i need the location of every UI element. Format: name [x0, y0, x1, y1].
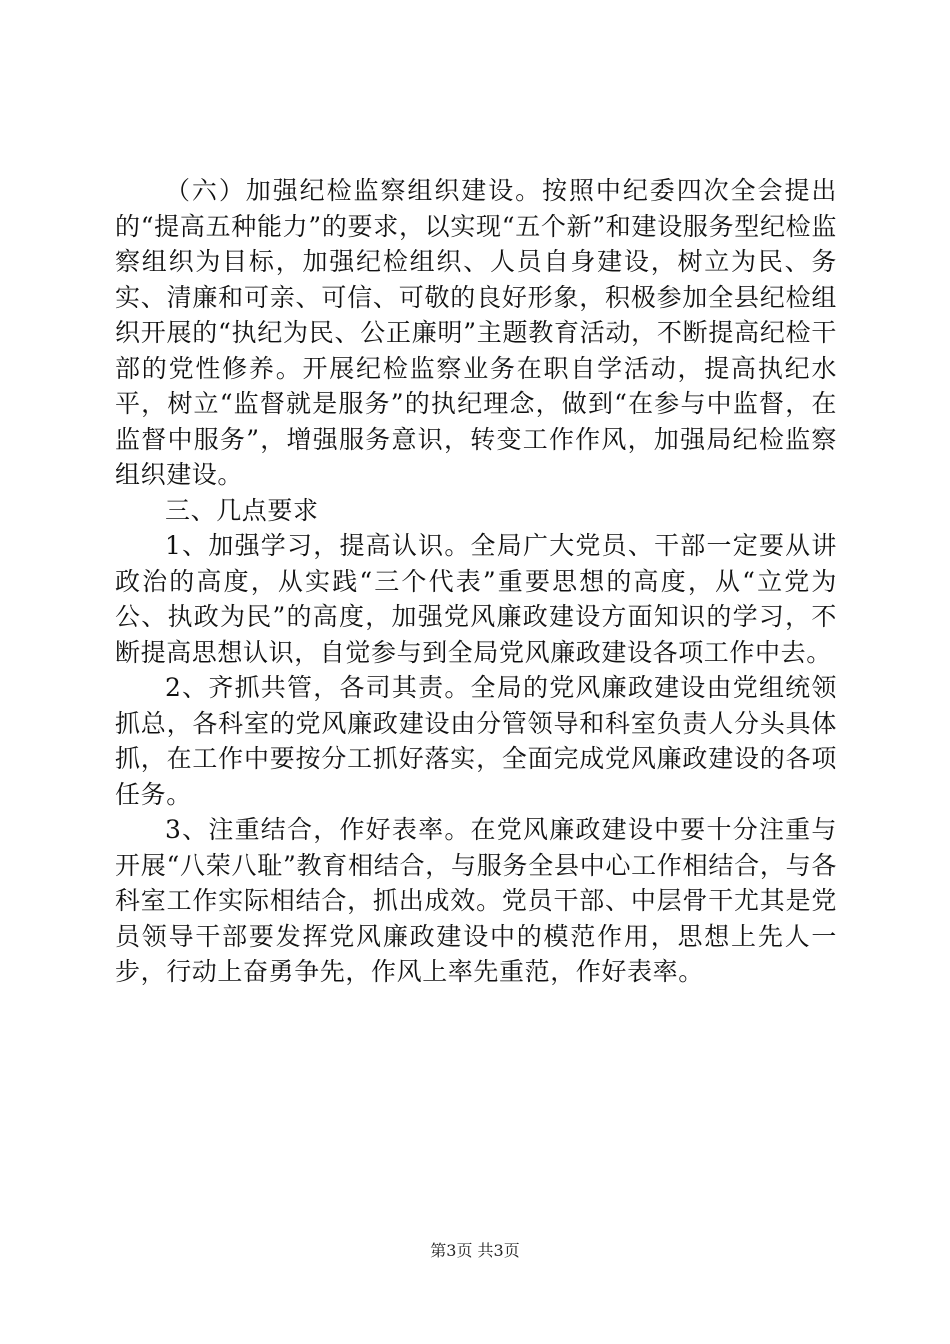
heading-requirements: 三、几点要求 — [165, 495, 319, 525]
page-number-footer: 第3页 共3页 — [430, 1241, 520, 1260]
paragraph-requirement-2: 2、齐抓共管，各司其责。全局的党风廉政建设由党组统领抓总，各科室的党风廉政建设由分管领导和科室负责人分头具体抓，在工作中要按分工抓好落实，全面完成党风廉政建设的各项任务。 — [115, 673, 837, 809]
paragraph-requirement-3: 3、注重结合，作好表率。在党风廉政建设中要十分注重与开展“八荣八耻”教育相结合，与服务全县中心工作相结合，与各科室工作实际相结合，抓出成效。党员干部、中层骨干尤其是党员领导干部要发挥党风廉政建设中的模范作用，思想上先人一步，行动上奋勇争先，作风上率先重范，作好表率。 — [115, 815, 837, 986]
document-body — [115, 173, 837, 990]
paragraph-section-six: （六）加强纪检监察组织建设。按照中纪委四次全会提出的“提高五种能力”的要求，以实现“五个新”和建设服务型纪检监察组织为目标，加强纪检组织、人员自身建设，树立为民、务实、清廉和可亲、可信、可敬的良好形象，积极参加全县纪检组织开展的“执纪为民、公正廉明”主题教育活动，不断提高纪检干部的党性修养。开展纪检监察业务在职自学活动，提高执纪水平，树立“监督就是服务”的执纪理念，做到“在参与中监督，在监督中服务”，增强服务意识，转变工作作风，加强局纪检监察组织建设。 — [115, 176, 837, 489]
paragraph-requirement-1: 1、加强学习，提高认识。全局广大党员、干部一定要从讲政治的高度，从实践“三个代表”重要思想的高度，从“立党为公、执政为民”的高度，加强党风廉政建设方面知识的学习，不断提高思想认识，自觉参与到全局党风廉政建设各项工作中去。 — [115, 531, 837, 667]
